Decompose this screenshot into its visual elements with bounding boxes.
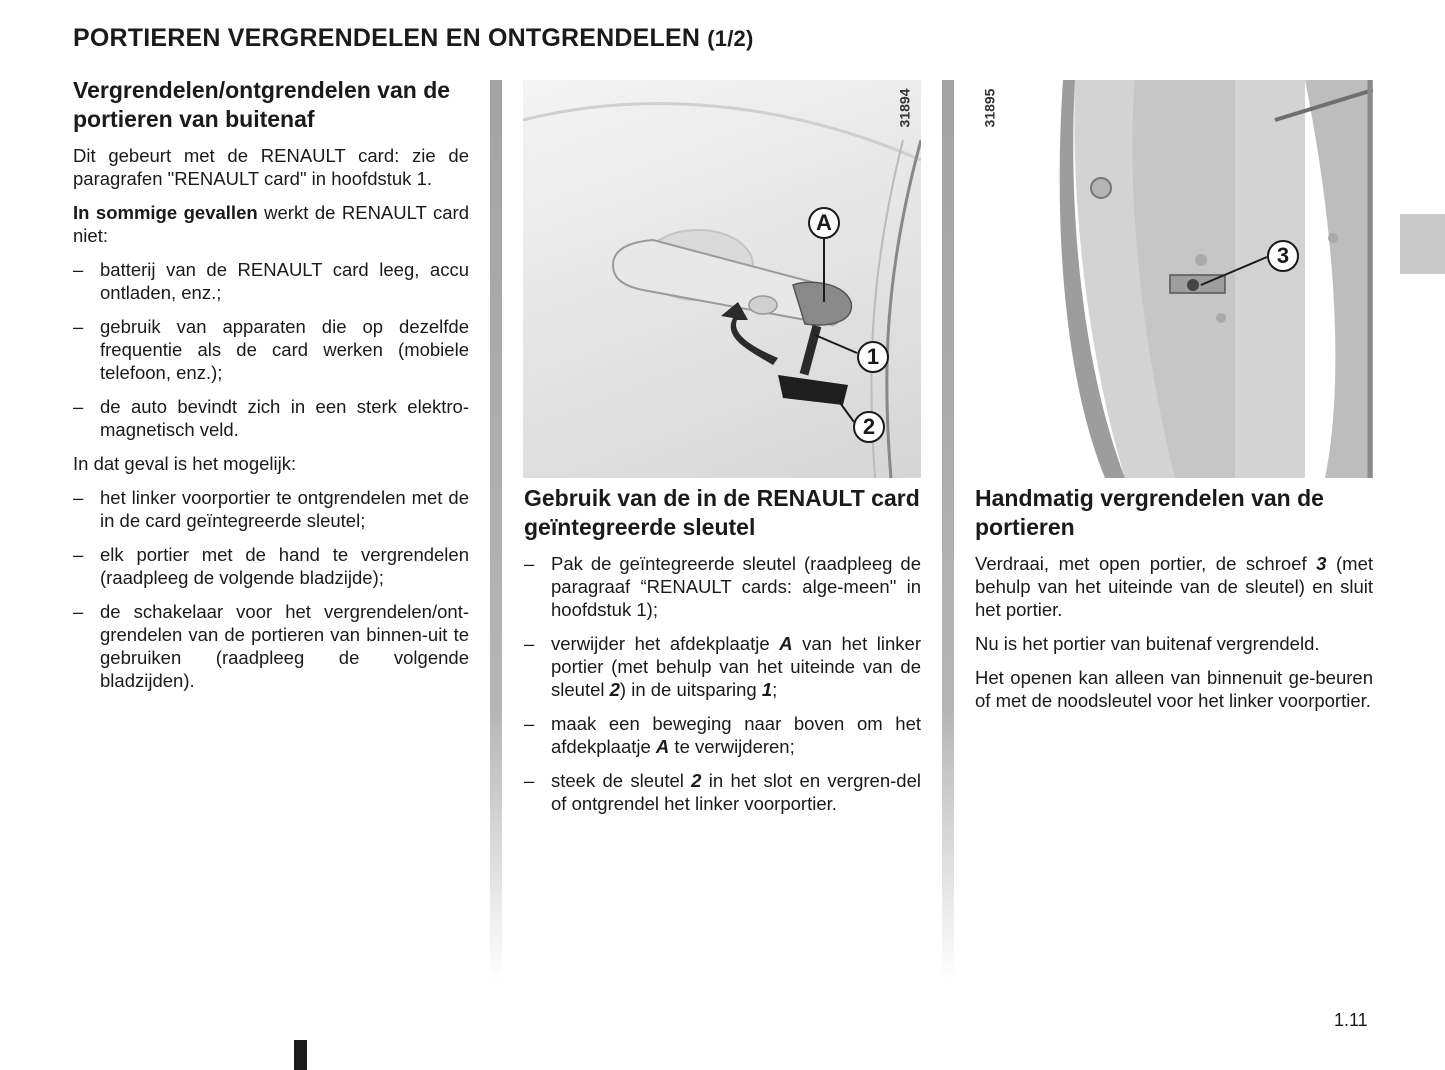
section-heading-integrated-key: Gebruik van de in de RENAULT card geïntegreerde sleutel [524,485,920,540]
list-item: – de schakelaar voor het vergrendelen/ont-grendelen van de portieren van binnen-uit te gebruiken (raadpleeg de volgende bladzijden). [73,600,469,692]
column-divider-right [942,80,954,980]
key-ref-a: A [655,736,670,757]
callout-leader-lines [523,80,921,478]
column-manual-locking [975,484,1373,723]
column-outside-locking [73,76,469,703]
key-ref-2: 2 [609,679,620,700]
key-ref-3: 3 [1316,553,1327,574]
list-item: – Pak de geïntegreerde sleutel (raadpleeg de paragraaf “RENAULT cards: alge-meen" in hoofdstuk 1); [524,552,921,621]
page-number: 1.11 [1334,1010,1368,1030]
column-divider-left [490,80,502,980]
text-run: (met behulp van het uiteinde van de sleutel) en sluit het portier. [975,553,1374,620]
chapter-tab [1400,214,1445,274]
text-run: verwijder het afdekplaatje [551,633,780,654]
paragraph-some-cases-rest: werkt de RENAULT card niet: [73,202,469,246]
paragraph-opening: Het openen kan alleen van binnenuit ge-beuren of met de noodsleutel voor het linker voorportier. [975,667,1373,711]
list-card-failure-causes [73,258,469,441]
list-item [524,632,921,701]
list-item: – het linker voorportier te ontgrendelen met de in de card geïntegreerde sleutel; [73,486,469,532]
text-run: van het linker portier (met behulp van het uiteinde van de sleutel [551,633,921,700]
list-integrated-key-steps [524,552,921,815]
text-run: ; [772,679,778,700]
text-run: steek de sleutel [551,770,692,791]
print-mark [294,1040,307,1070]
page-title [73,24,754,53]
list-item: – de auto bevindt zich in een sterk elektro-magnetisch veld. [73,395,469,441]
section-heading-manual-locking: Handmatig vergrendelen van de portieren [975,485,1324,540]
callout-1: 1 [857,341,889,373]
paragraph-in-that-case: In dat geval is het mogelijk: [73,453,297,474]
figure-door-handle [523,80,921,478]
paragraph-now-locked: Nu is het portier van buitenaf vergrendeld. [975,633,1320,654]
text-run: Verdraai, met open portier, de schroef [975,553,1317,574]
key-ref-a: A [779,633,793,654]
paragraph-renault-card: Dit gebeurt met de RENAULT card: zie de paragrafen "RENAULT card" in hoofdstuk 1. [73,145,469,189]
paragraph-turn-screw [975,552,1373,621]
figure-number-31895: 31895 [981,88,998,128]
page-title-main: PORTIEREN VERGRENDELEN EN ONTGRENDELEN [73,24,701,52]
text-run: ) in de uitsparing [619,679,762,700]
paragraph-some-cases [73,201,469,247]
callout-a: A [808,207,840,239]
key-ref-1: 1 [761,679,773,700]
bold-some-cases: In sommige gevallen [73,202,258,223]
callout-2: 2 [853,411,885,443]
key-ref-2: 2 [691,770,702,791]
callout-3: 3 [1267,240,1299,272]
text-run: maak een beweging naar boven om het afdekplaatje [551,713,921,757]
list-item: – elk portier met de hand te vergrendelen (raadpleeg de volgende bladzijde); [73,543,469,589]
list-item [524,712,921,758]
text-run: te verwijderen; [669,736,795,757]
list-alternatives [73,486,469,692]
list-item: – batterij van de RENAULT card leeg, accu ontladen, enz.; [73,258,469,304]
list-item [524,769,921,815]
column-integrated-key [524,484,921,826]
section-heading-outside: Vergrendelen/ontgrendelen van de portieren van buitenaf [73,77,451,132]
callout-leader-line-3 [975,80,1373,478]
figure-number-31894: 31894 [896,88,913,128]
figure-door-lock [975,80,1373,478]
list-item: – gebruik van apparaten die op dezelfde frequentie als de card werken (mobiele telefoon, enz.); [73,315,469,384]
text-run: in het slot en vergren-del of ontgrendel het linker voorportier. [551,770,921,814]
page-title-suffix: (1/2) [707,26,754,51]
